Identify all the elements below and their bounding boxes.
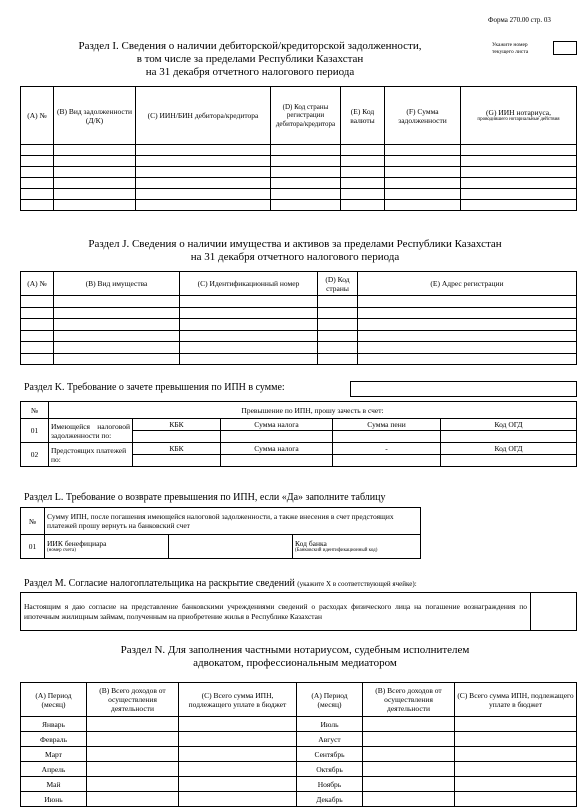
section-m-title — [24, 578, 417, 590]
section-k-title: Раздел K. Требование о зачете превышения по ИПН в сумме: — [24, 382, 285, 393]
month-label: Июль — [297, 717, 363, 732]
table-row[interactable] — [21, 319, 577, 331]
table-row[interactable] — [21, 747, 577, 762]
col-header-sub: проводившего нотариальные действия — [477, 117, 560, 122]
month-label: Июнь — [21, 792, 87, 807]
row-label: Предстоящих платежей по: — [49, 443, 133, 467]
table-row[interactable] — [21, 189, 577, 200]
section-j-table — [20, 271, 577, 365]
iik-field[interactable] — [169, 535, 293, 559]
col-header: Сумма налога — [221, 419, 333, 431]
consent-text: Настоящим я даю согласие на представление банковскими учреждениями сведений о расходах физического лица на погашение вознаграждения по ипотечным жилищным займам, полученным на приобретение жилья в Республике Казахстан — [21, 593, 531, 631]
offset-header: Превышение по ИПН, прошу зачесть в счет: — [49, 402, 577, 419]
month-label: Март — [21, 747, 87, 762]
col-header: (E) Код валюты — [341, 87, 385, 145]
section-l-table — [20, 507, 421, 559]
col-header: КБК — [133, 443, 221, 455]
iik-label-sub: (номер счета) — [47, 548, 76, 553]
month-label: Декабрь — [297, 792, 363, 807]
col-header: (E) Адрес регистрации — [358, 272, 577, 296]
iik-label — [45, 535, 169, 559]
col-header: (B) Всего доходов от осуществления деятельности — [363, 683, 455, 717]
col-header: Сумма пени — [333, 419, 441, 431]
table-row[interactable] — [21, 732, 577, 747]
table-row[interactable] — [21, 342, 577, 354]
col-header: (C) Всего сумма ИПН, подлежащего уплате в бюджет — [455, 683, 577, 717]
consent-checkbox[interactable] — [531, 593, 577, 631]
section-n-table — [20, 682, 577, 807]
month-label: Август — [297, 732, 363, 747]
section-k-table — [20, 401, 577, 467]
table-row[interactable] — [21, 777, 577, 792]
col-header — [461, 87, 577, 145]
col-header: (C) Всего сумма ИПН, подлежащего уплате в бюджет — [179, 683, 297, 717]
col-header: (А) Период (месяц) — [21, 683, 87, 717]
section-m-table — [20, 592, 577, 631]
page-number-hint: Укажите номер текущего листа — [492, 42, 529, 55]
section-i-title-line: на 31 декабря отчетного налогового периода — [145, 66, 355, 78]
col-header: (C) Идентификационный номер — [180, 272, 318, 296]
month-label: Сентябрь — [297, 747, 363, 762]
table-row[interactable] — [21, 353, 577, 365]
table-row[interactable] — [21, 167, 577, 178]
table-row[interactable] — [21, 296, 577, 308]
section-m-title-sub: (укажите X в соответствующей ячейке): — [297, 580, 417, 588]
col-header: Сумма налога — [221, 443, 333, 455]
col-header: (B) Всего доходов от осуществления деятельности — [87, 683, 179, 717]
col-header: (А) Период (месяц) — [297, 683, 363, 717]
section-j-title — [30, 238, 560, 264]
col-header: (А) № — [21, 87, 54, 145]
col-header: (F) Сумма задолженности — [385, 87, 461, 145]
return-text: Сумму ИПН, после погашения имеющейся налоговой задолженности, а также внесения в счет предстоящих платежей прошу вернуть на банковский счет — [45, 508, 421, 535]
section-i-title-line: в том числе за пределами Республики Казахстан — [136, 53, 364, 65]
section-n-title — [70, 644, 520, 670]
section-i-table — [20, 86, 577, 211]
bank-label-sub: (Банковский идентификационный код) — [295, 548, 378, 553]
section-k-amount-field[interactable] — [350, 381, 577, 397]
iik-label-text: ИИК бенефициара — [47, 539, 107, 548]
col-header: Код ОГД — [441, 419, 577, 431]
row-number: 02 — [21, 443, 49, 467]
row-number: 01 — [21, 535, 45, 559]
row-number: 01 — [21, 419, 49, 443]
row-label: Имеющейся налоговой задолженности по: — [49, 419, 133, 443]
month-label: Май — [21, 777, 87, 792]
col-header: (D) Код страны — [318, 272, 358, 296]
table-row[interactable] — [21, 307, 577, 319]
section-n-title-line: Раздел N. Для заполнения частными нотариусом, судебным исполнителем — [120, 644, 470, 656]
form-number: Форма 270.00 стр. 03 — [488, 16, 551, 24]
month-label: Январь — [21, 717, 87, 732]
table-row[interactable] — [21, 145, 577, 156]
table-row[interactable] — [21, 762, 577, 777]
table-row[interactable] — [21, 200, 577, 211]
table-row[interactable] — [21, 178, 577, 189]
bank-label-text: Код банка — [295, 539, 327, 548]
section-l-title: Раздел L. Требование о возврате превышения по ИПН, если «Да» заполните таблицу — [24, 492, 386, 503]
month-label: Ноябрь — [297, 777, 363, 792]
month-label: Октябрь — [297, 762, 363, 777]
table-row[interactable] — [21, 717, 577, 732]
section-i-title-line: Раздел I. Сведения о наличии дебиторской/кредиторской задолженности, — [78, 40, 422, 52]
table-row[interactable] — [21, 330, 577, 342]
table-row[interactable] — [21, 156, 577, 167]
section-n-title-line: адвокатом, профессиональным медиатором — [193, 657, 397, 669]
month-label: Февраль — [21, 732, 87, 747]
col-header: Код ОГД — [441, 443, 577, 455]
col-header: - — [333, 443, 441, 455]
col-header: (B) Вид задолженности (Д/К) — [54, 87, 136, 145]
section-j-title-line: на 31 декабря отчетного налогового периода — [190, 251, 400, 263]
col-header-text: (G) ИИН нотариуса, — [486, 108, 551, 117]
section-m-title-text: Раздел M. Согласие налогоплательщика на раскрытие сведений — [24, 578, 295, 589]
col-header: (C) ИИН/БИН дебитора/кредитора — [136, 87, 271, 145]
col-header: (А) № — [21, 272, 54, 296]
month-label: Апрель — [21, 762, 87, 777]
col-header: № — [21, 402, 49, 419]
page-number-field[interactable] — [553, 41, 577, 55]
col-header: (B) Вид имущества — [54, 272, 180, 296]
col-header: КБК — [133, 419, 221, 431]
table-row[interactable] — [21, 792, 577, 807]
col-header: № — [21, 508, 45, 535]
section-j-title-line: Раздел J. Сведения о наличии имущества и активов за пределами Республики Казахстан — [88, 238, 502, 250]
bank-label — [293, 535, 421, 559]
section-i-title — [40, 40, 460, 79]
col-header: (D) Код страны регистрации дебитора/кредитора — [271, 87, 341, 145]
